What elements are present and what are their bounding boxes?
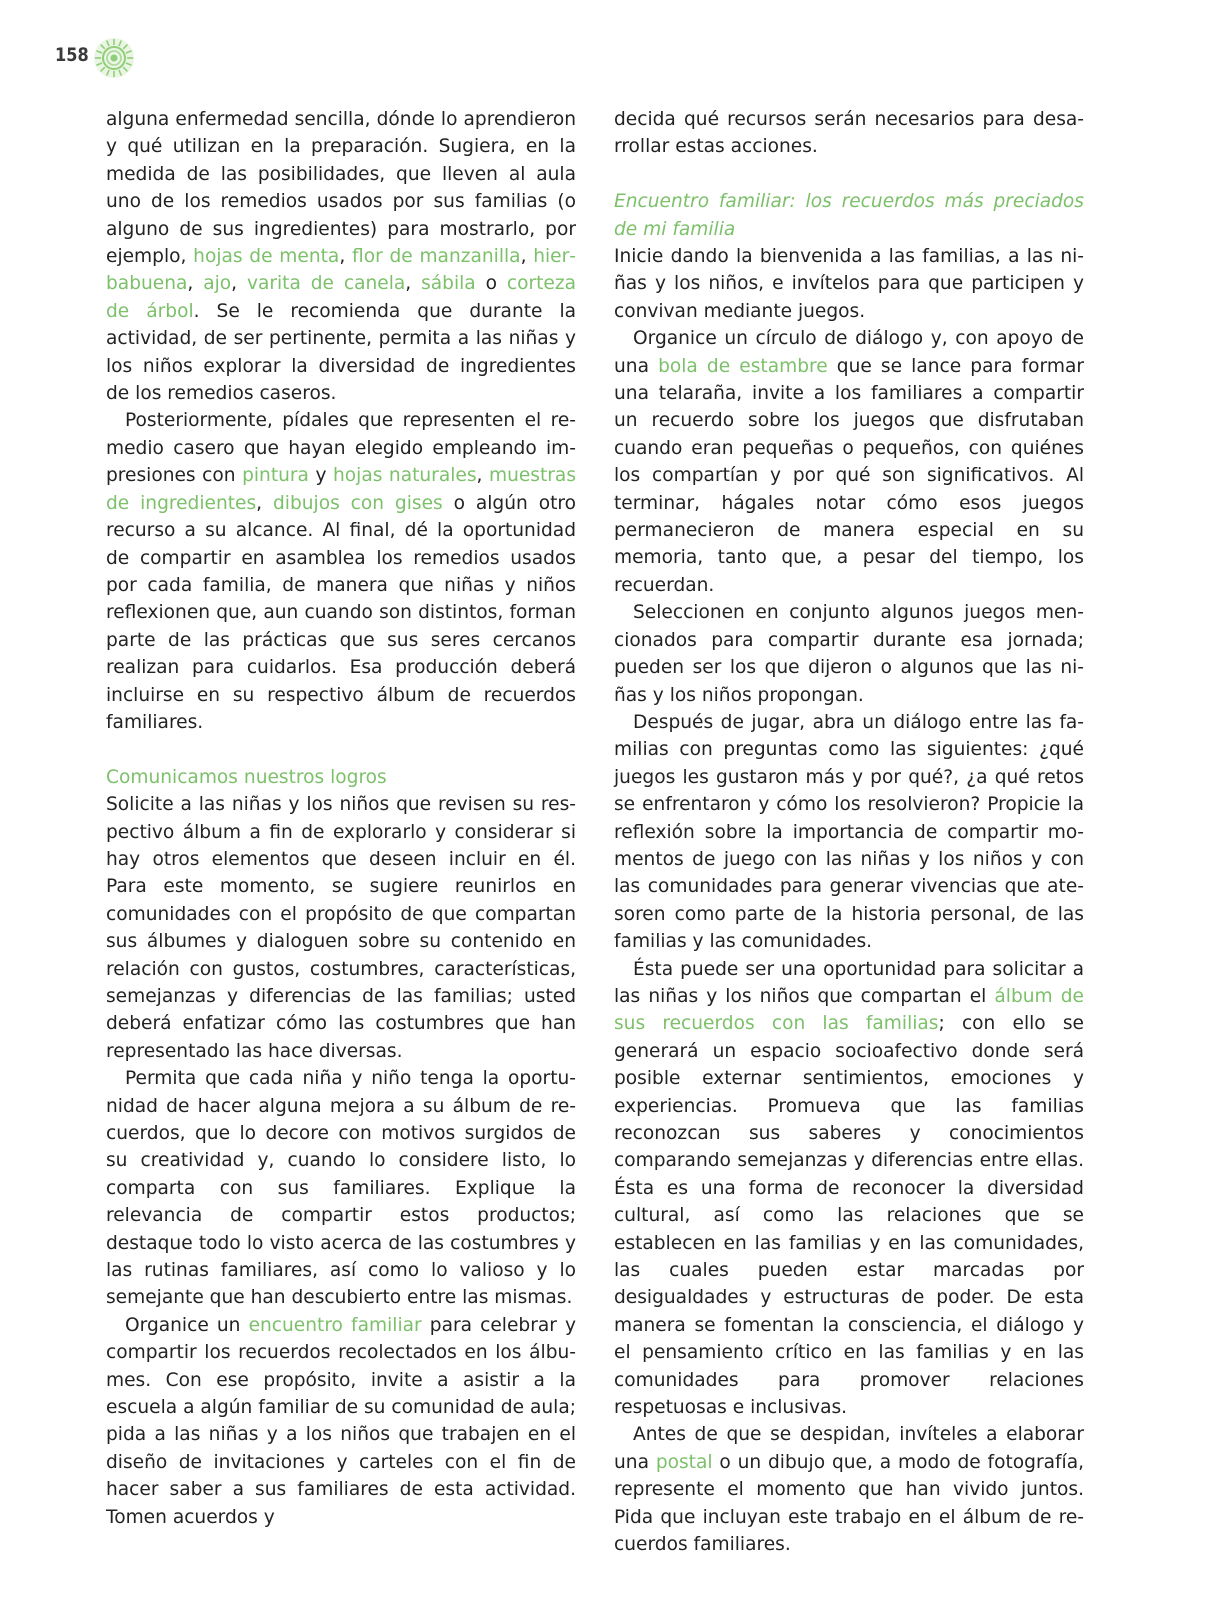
paragraph: Ésta puede ser una oportunidad para solicitar a las niñas y los niños que compartan el álbum de sus recuerdos con las familias; con ello se generará un espacio socioafectivo donde será posible externar sentimientos, emociones y experiencias. Promueva que las familias reconozcan sus saberes y conocimientos comparando semejanzas y diferencias entre ellas. Ésta es una forma de reconocer la diversidad cultural, así como las relaciones que se establecen en las familias y en las comunidades, las cuales pueden estar marcadas por desigualdades y estructuras de poder. De esta manera se fomentan la consciencia, el diálogo y el pensamiento crítico en las familias y en las comunidades para promover relaciones respetuosas e inclusivas. bbox=[614, 958, 1084, 1419]
paragraph: Permita que cada niña y niño tenga la oportunidad de hacer alguna mejora a su álbum de recuerdos, que lo decore con motivos surgidos de su creatividad y, cuando lo considere listo, lo comparta con sus familiares. Explique la relevancia de compartir estos productos; destaque todo lo visto acerca de las costumbres y las rutinas familiares, así como lo valioso y lo semejante que han descubierto entre las mismas. bbox=[106, 1068, 576, 1309]
paragraph: alguna enfermedad sencilla, dónde lo aprendieron y qué utilizan en la preparación. Sugiera, en la medida de las posibilidades, que lleven al aula uno de los remedios usados por sus familias (o alguno de sus ingredientes) para mostrarlo, por ejemplo, hojas de menta, flor de manzanilla, hierbabuena, ajo, varita de canela, sábila o corteza de árbol. Se le recomienda que durante la actividad, de ser pertinente, permita a las niñas y los niños explorar la diversidad de ingredientes de los remedios caseros. bbox=[106, 109, 577, 405]
highlighted-term: ajo bbox=[203, 273, 232, 295]
paragraph: Inicie dando la bienvenida a las familias, a las niñas y los niños, e invítelos para que participen y convivan mediante juegos. bbox=[614, 246, 1084, 322]
highlighted-term: encuentro familiar bbox=[248, 1314, 422, 1336]
highlighted-term: postal bbox=[655, 1451, 713, 1473]
highlighted-term: bola de estambre bbox=[658, 355, 828, 377]
left-column bbox=[106, 106, 576, 1531]
highlighted-term: hierbabuena bbox=[106, 246, 576, 295]
green-sun-emblem-icon bbox=[93, 37, 135, 79]
paragraph: Organice un círculo de diálogo y, con apoyo de una bola de estambre que se lance para formar una telaraña, invite a los familiares a compartir un recuerdo sobre los juegos que disfrutaban cuando eran pequeñas o pequeños, con quiénes los compartían y por qué son significativos. Al terminar, hágales notar cómo esos juegos permanecieron de manera especial en su memoria, tanto que, a pesar del tiempo, los recuerdan. bbox=[614, 328, 1085, 596]
paragraph: Después de jugar, abra un diálogo entre las familias con preguntas como las siguientes: ¿qué juegos les gustaron más y por qué?, ¿a qué retos se enfrentaron y cómo los resolvieron? Propicie la reflexión sobre la importancia de compartir momentos de juego con las niñas y los niños y con las comunidades para generar vivencias que atesoren como parte de la historia personal, de las familias y las comunidades. bbox=[614, 711, 1084, 953]
highlighted-term: varita de canela bbox=[246, 273, 406, 295]
highlighted-term: sábila bbox=[421, 273, 476, 295]
highlighted-term: hojas de menta bbox=[193, 246, 340, 268]
highlighted-term: corteza de árbol bbox=[106, 273, 577, 322]
section-heading: Encuentro familiar: los recuerdos más preciados de mi familia bbox=[614, 191, 1084, 240]
highlighted-term: muestras de ingredientes bbox=[106, 465, 577, 514]
paragraph: decida qué recursos serán necesarios para desarrollar estas acciones. bbox=[614, 109, 1084, 158]
highlighted-term: dibujos con gises bbox=[272, 492, 443, 514]
section-heading: Comunicamos nuestros logros bbox=[106, 766, 387, 788]
paragraph: Antes de que se despidan, invíteles a elaborar una postal o un dibujo que, a modo de fotografía, represente el momento que han vivido juntos. Pida que incluyan este trabajo en el álbum de recuerdos familiares. bbox=[614, 1424, 1085, 1556]
highlighted-term: flor de manzanilla bbox=[351, 246, 521, 268]
highlighted-term: álbum de sus recuerdos con las familias bbox=[614, 985, 1084, 1035]
paragraph: Posteriormente, pídales que representen el remedio casero que hayan elegido empleando impresiones con pintura y hojas naturales, muestras de ingredientes, dibujos con gises o algún otro recurso a su alcance. Al final, dé la oportunidad de compartir en asamblea los remedios usados por cada familia, de manera que niñas y niños reflexionen que, aun cuando son distintos, forman parte de las prácticas que sus seres cercanos realizan para cuidarlos. Esa producción deberá incluirse en su respectivo álbum de recuerdos familiares. bbox=[106, 410, 577, 733]
paragraph: Organice un encuentro familiar para celebrar y compartir los recuerdos recolectados en los álbumes. Con ese propósito, invite a asistir a la escuela a algún familiar de su comunidad de aula; pida a las niñas y a los niños que trabajen en el diseño de invitaciones y carteles con el fin de hacer saber a sus familiares de esta actividad. Tomen acuerdos y bbox=[106, 1314, 577, 1528]
page-number: 158 bbox=[55, 44, 89, 66]
paragraph: Solicite a las niñas y los niños que revisen su respectivo álbum a fin de explorarlo y considerar si hay otros elementos que deseen incluir en él. Para este momento, se sugiere reunirlos en comunidades con el propósito de que compartan sus álbumes y dialoguen sobre su contenido en relación con gustos, costumbres, características, semejanzas y diferencias de las familias; usted deberá enfatizar cómo las costumbres que han representado las hace diversas. bbox=[106, 794, 576, 1062]
highlighted-term: hojas naturales bbox=[333, 465, 477, 487]
highlighted-term: pintura bbox=[242, 465, 309, 487]
right-column bbox=[614, 106, 1084, 1559]
paragraph: Seleccionen en conjunto algunos juegos mencionados para compartir durante esa jornada; pueden ser los que dijeron o algunos que las niñas y los niños propongan. bbox=[614, 602, 1084, 706]
